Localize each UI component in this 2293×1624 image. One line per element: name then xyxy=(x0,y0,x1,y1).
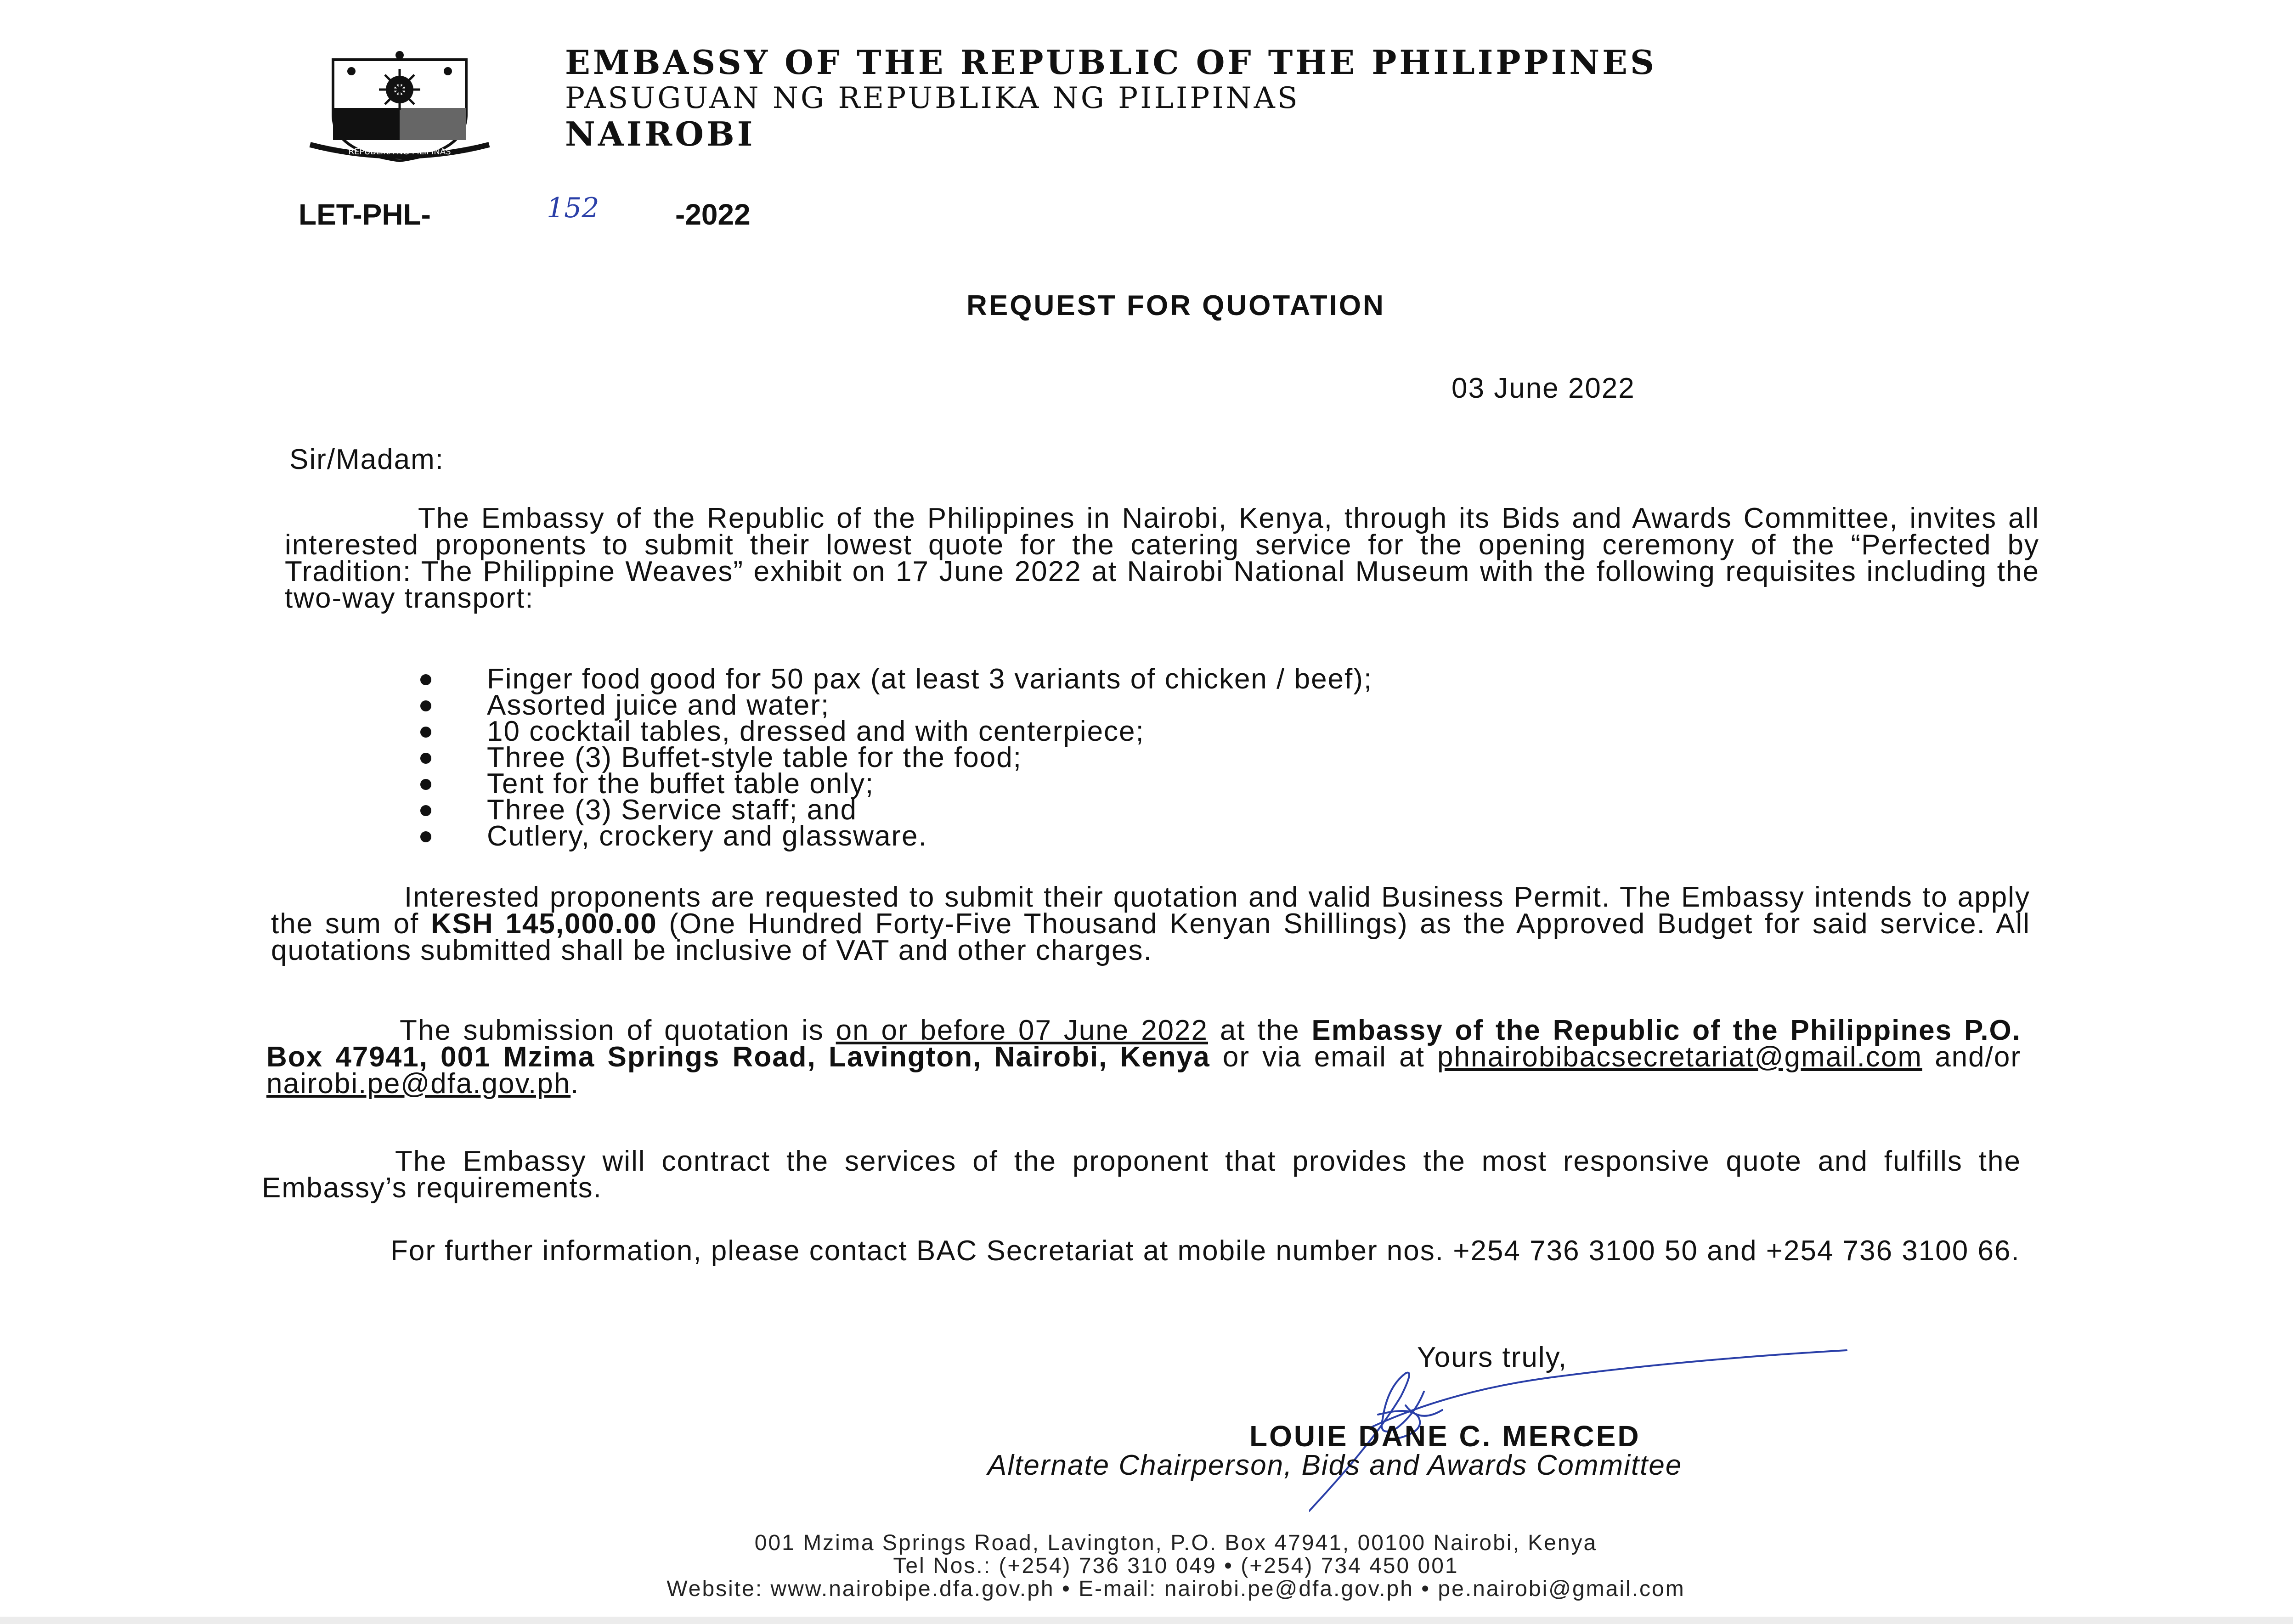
letterhead-line3: NAIROBI xyxy=(565,114,756,153)
embassy-email-link[interactable]: nairobi.pe@dfa.gov.ph xyxy=(266,1068,571,1100)
paragraph-budget: Interested proponents are requested to submit their quotation and valid Business Permit. The Embassy intends to apply the sum of KSH 145,000.00 (One Hundred Forty-Five Thousand Kenyan Shillings) as the Approved Budget for said service. All quotations submitted shall be inclusive of VAT and other charges. xyxy=(271,881,2030,966)
bac-email-link[interactable]: phnairobibacsecretariat@gmail.com xyxy=(1437,1041,1922,1073)
budget-amount: KSH 145,000.00 xyxy=(430,908,657,940)
document-title: REQUEST FOR QUOTATION xyxy=(966,290,1385,321)
reference-handwritten-number: 152 xyxy=(547,192,599,224)
list-item: Three (3) Service staff; and xyxy=(418,797,1372,823)
closing: Yours truly, xyxy=(1417,1342,1568,1373)
deadline: on or before 07 June 2022 xyxy=(836,1015,1209,1046)
paragraph-contract: The Embassy will contract the services of the proponent that provides the most responsive quote and fulfills the Embassy’s requirements. xyxy=(262,1145,2021,1204)
signatory-name: LOUIE DANE C. MERCED xyxy=(1249,1420,1641,1453)
footer xyxy=(0,1532,2293,1601)
list-item: Finger food good for 50 pax (at least 3 variants of chicken / beef); xyxy=(418,666,1372,692)
list-item: Tent for the buffet table only; xyxy=(418,771,1372,797)
letterhead-line1: EMBASSY OF THE REPUBLIC OF THE PHILIPPINES xyxy=(565,43,1657,82)
list-item: Assorted juice and water; xyxy=(418,692,1372,718)
reference-prefix: LET-PHL- xyxy=(299,198,431,231)
footer-website: Website: www.nairobipe.dfa.gov.ph • E-mail: nairobi.pe@dfa.gov.ph • pe.nairobi@gmail.com xyxy=(666,1577,1685,1601)
paragraph-submission: The submission of quotation is on or before 07 June 2022 at the Embassy of the Republic of the Philippines P.O. Box 47941, 001 Mzima Springs Road, Lavington, Nairobi, Kenya or via email at phnairobibacsecretariat@gmail.com and/or nairobi.pe@dfa.gov.ph. xyxy=(266,1015,2022,1100)
reference-suffix: -2022 xyxy=(675,198,751,231)
philippine-seal-logo xyxy=(301,46,498,165)
paragraph-intro-text: The Embassy of the Republic of the Philippines in Nairobi, Kenya, through its Bids and Awards Committee, invites all interested proponents to submit their lowest quote for the catering service for the opening ceremony of the “Perfected by Tradition: The Philippine Weaves” exhibit on 17 June 2022 at Nairobi National Museum with the following requisites including the two-way transport: xyxy=(285,502,2039,614)
paragraph-contact: For further information, please contact BAC Secretariat at mobile number nos. +254 736 3100 50 and +254 736 3100 66. xyxy=(390,1235,2020,1267)
letterhead-line2: PASUGUAN NG REPUBLIKA NG PILIPINAS xyxy=(565,81,1300,115)
signatory-title: Alternate Chairperson, Bids and Awards Committee xyxy=(988,1449,1683,1481)
scan-edge xyxy=(0,1617,2293,1624)
seal-text: REPUBLIKA NG PILIPINAS xyxy=(348,147,451,157)
footer-address: 001 Mzima Springs Road, Lavington, P.O. Box 47941, 00100 Nairobi, Kenya xyxy=(754,1531,1598,1555)
paragraph-intro xyxy=(285,502,2039,614)
embassy-address: Embassy of the Republic of the Philippines P.O. Box 47941, 001 Mzima Springs Road, Lavington, Nairobi, Kenya xyxy=(266,1015,2022,1073)
letterhead xyxy=(565,44,1657,153)
list-item: Three (3) Buffet-style table for the food; xyxy=(418,744,1372,771)
list-item: 10 cocktail tables, dressed and with centerpiece; xyxy=(418,718,1372,744)
requisites-list xyxy=(418,663,1373,852)
salutation: Sir/Madam: xyxy=(289,444,444,475)
reference-number xyxy=(299,192,751,231)
list-item: Cutlery, crockery and glassware. xyxy=(418,823,1372,849)
document-date: 03 June 2022 xyxy=(1451,372,1635,404)
footer-telephone: Tel Nos.: (+254) 736 310 049 • (+254) 734 450 001 xyxy=(893,1554,1459,1578)
